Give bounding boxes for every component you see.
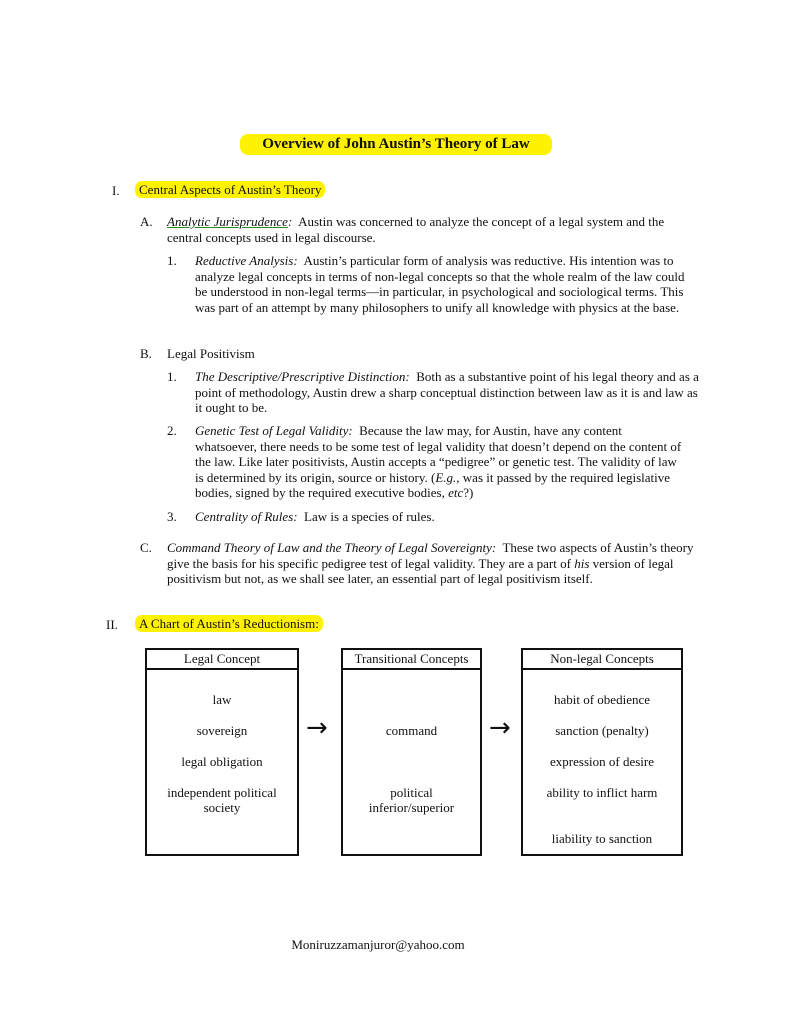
non-legal-concept-item: ability to inflict harm	[546, 785, 658, 800]
item-B1-number: 1.	[167, 369, 177, 384]
right-arrow-icon: →	[306, 713, 328, 743]
non-legal-concepts-column	[521, 648, 683, 856]
item-A1-paragraph	[195, 253, 695, 315]
legal-concept-item: legal obligation	[181, 754, 263, 769]
section-2-heading	[135, 616, 323, 632]
item-C-label: Command Theory of Law and the Theory of Legal Sovereignty:	[167, 540, 497, 555]
item-B-letter: B.	[140, 346, 152, 361]
item-B1-label: The Descriptive/Prescriptive Distinction:	[195, 369, 410, 384]
item-A1-label: Reductive Analysis:	[195, 253, 298, 268]
item-A-label: Analytic Jurisprudence	[167, 214, 288, 229]
transitional-concept-item: command	[385, 723, 438, 738]
transitional-concepts-column	[341, 648, 482, 856]
item-B2-label: Genetic Test of Legal Validity:	[195, 423, 353, 438]
legal-concept-item: law	[212, 692, 232, 707]
section-1-heading-text: Central Aspects of Austin’s Theory	[135, 181, 325, 198]
item-B2-text-2: , was it passed by the required legislative bodies, signed by the required executive bodies,	[195, 469, 671, 500]
item-A-paragraph	[167, 214, 697, 245]
non-legal-concept-item: liability to sanction	[551, 831, 653, 846]
item-B2-eg: E.g.	[435, 469, 457, 485]
item-C-letter: C.	[140, 540, 152, 555]
item-C-text-2: version of legal positivism but not, as we shall see later, an essential part of legal positivism itself.	[167, 555, 674, 586]
item-A-letter: A.	[140, 214, 153, 229]
legal-concept-column	[145, 648, 299, 856]
right-arrow-icon: →	[489, 713, 511, 743]
transitional-concept-item: political inferior/superior	[368, 785, 455, 815]
item-B1-paragraph	[195, 369, 700, 416]
item-B1-text: Both as a substantive point of his legal theory and as a point of methodology, Austin drew a sharp conceptual distinction between law as it is and law as it ought to be.	[195, 369, 699, 415]
non-legal-concept-item: expression of desire	[550, 754, 654, 769]
legal-concept-item: sovereign	[196, 723, 248, 738]
non-legal-concept-item: sanction (penalty)	[555, 723, 649, 738]
item-B-label: Legal Positivism	[167, 346, 255, 361]
item-B3-label: Centrality of Rules:	[195, 509, 298, 524]
item-A1-number: 1.	[167, 253, 177, 268]
item-B3-number: 3.	[167, 509, 177, 524]
transitional-concepts-header: Transitional Concepts	[343, 650, 480, 670]
legal-concept-item: independent political society	[167, 785, 277, 815]
item-C-his: his	[574, 555, 590, 571]
item-C-paragraph	[167, 540, 697, 587]
section-1-numeral: I.	[112, 183, 120, 198]
item-C-text-1: These two aspects of Austin’s theory give the basis for his specific pedigree test of legal validity. They are a part of	[167, 540, 694, 571]
item-A-colon: :	[287, 214, 293, 229]
section-2-numeral: II.	[106, 617, 118, 632]
item-B2-etc: etc	[448, 485, 464, 500]
footer-email: Moniruzzamanjuror@yahoo.com	[291, 937, 465, 952]
document-title: Overview of John Austin’s Theory of Law	[240, 134, 552, 155]
non-legal-concepts-header: Non-legal Concepts	[523, 650, 681, 670]
item-A1-text: Austin’s particular form of analysis was reductive. His intention was to analyze legal concepts in terms of non-legal concepts so that the whole realm of the law could be understood in non-legal terms—in particular, in psychological and sociological terms. This was part of an attempt by many philosophers to unify all knowledge with physics at the base.	[195, 253, 685, 315]
non-legal-concept-item: habit of obedience	[553, 692, 650, 707]
item-B3-paragraph	[195, 509, 695, 525]
item-B2-paragraph	[195, 423, 687, 501]
item-A-text: Austin was concerned to analyze the concept of a legal system and the central concepts used in legal discourse.	[167, 214, 665, 245]
item-B3-text: Law is a species of rules.	[304, 509, 435, 524]
section-2-heading-text: A Chart of Austin’s Reductionism:	[135, 615, 323, 632]
section-1-heading	[135, 182, 325, 198]
item-B2-number: 2.	[167, 423, 177, 438]
item-B2-text-3: ?)	[463, 485, 474, 500]
item-B2-text-1: Because the law may, for Austin, have any content whatsoever, there needs to be some test of legal validity that doesn’t depend on the content of the law. Like later positivists, Austin accepts a “pedigree” or genetic test. The validity of law is determined by its origin, source or history. (	[195, 423, 682, 485]
legal-concept-header: Legal Concept	[147, 650, 297, 670]
